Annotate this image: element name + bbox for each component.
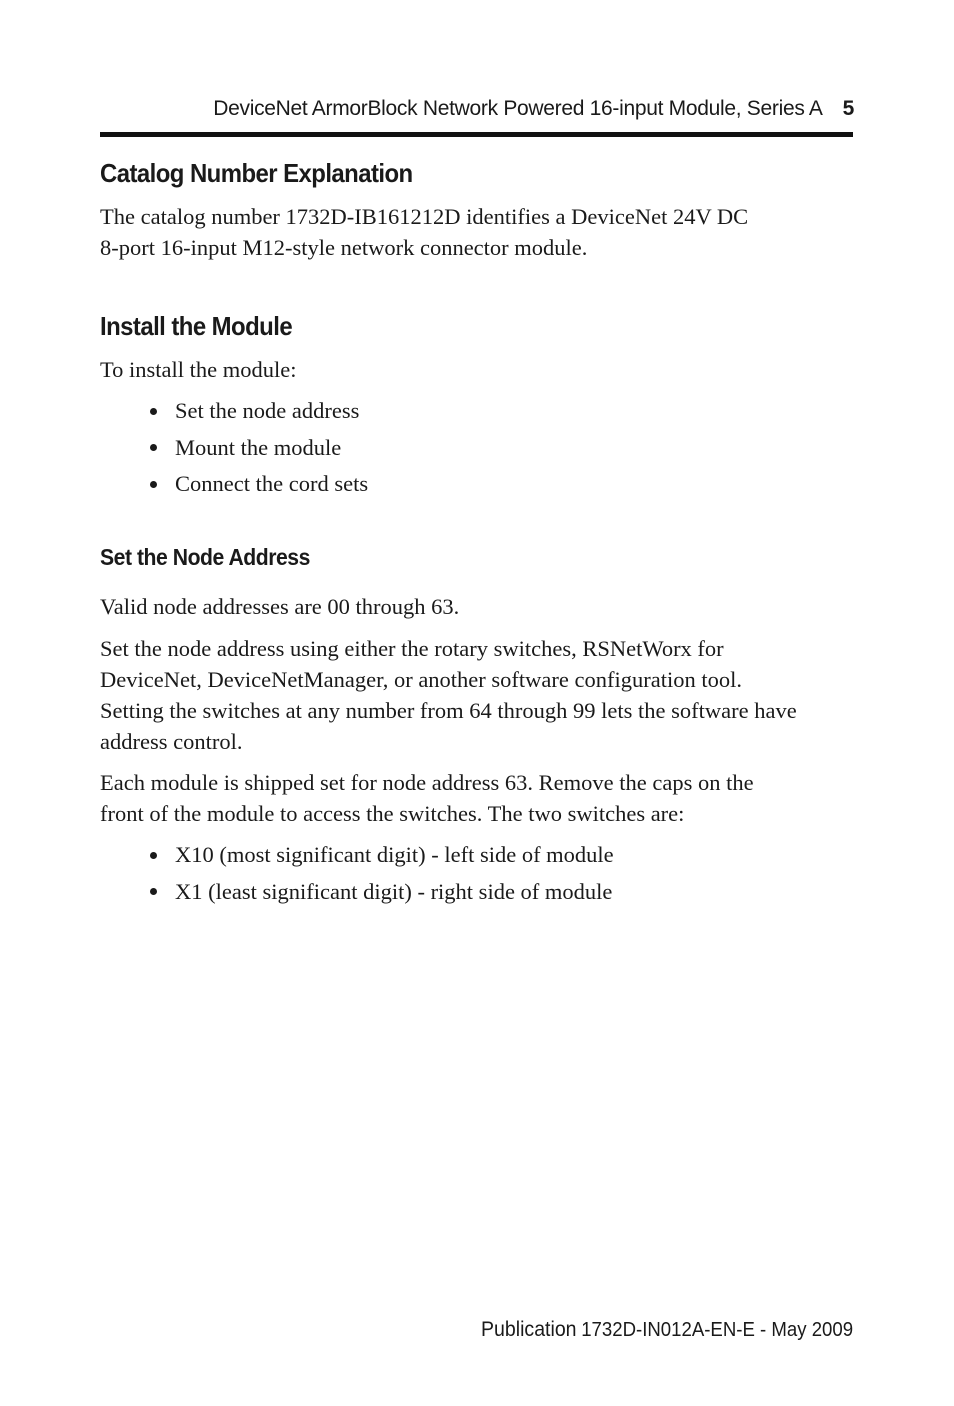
node-address-methods: Set the node address using either the rotary switches, RSNetWorx for DeviceNet, DeviceNetManager, or another software configuration tool. Setting the switches at any number from 64 through 99 lets the software have address control. bbox=[100, 636, 797, 754]
publication-footer bbox=[481, 1318, 853, 1342]
header-rule bbox=[100, 132, 853, 137]
running-title: DeviceNet ArmorBlock Network Powered 16-input Module, Series A bbox=[213, 97, 823, 120]
list-item: Set the node address bbox=[150, 393, 368, 430]
bullet-icon bbox=[150, 481, 157, 488]
bullet-icon bbox=[150, 444, 157, 451]
install-intro: To install the module: bbox=[100, 357, 297, 382]
list-item: Mount the module bbox=[150, 430, 368, 467]
list-item: X10 (most significant digit) - left side of module bbox=[150, 837, 614, 874]
running-header bbox=[100, 92, 854, 126]
catalog-line-1: The catalog number 1732D-IB161212D identifies a DeviceNet 24V DC bbox=[100, 204, 749, 229]
switches-list bbox=[150, 837, 614, 910]
install-steps-list bbox=[150, 393, 368, 503]
catalog-heading: Catalog Number Explanation bbox=[100, 158, 413, 188]
bullet-icon bbox=[150, 888, 157, 895]
bullet-icon bbox=[150, 408, 157, 415]
node-address-heading: Set the Node Address bbox=[100, 544, 310, 570]
page-number: 5 bbox=[842, 97, 854, 120]
publication-number: 1732D-IN012A-EN-E - May 2009 bbox=[581, 1319, 853, 1341]
list-item: X1 (least significant digit) - right side of module bbox=[150, 874, 614, 911]
catalog-line-2: 8-port 16-input M12-style network connector module. bbox=[100, 235, 588, 260]
install-heading: Install the Module bbox=[100, 311, 293, 341]
node-address-shipping: Each module is shipped set for node address 63. Remove the caps on the front of the module to access the switches. The two switches are: bbox=[100, 770, 754, 826]
catalog-paragraph bbox=[100, 201, 860, 263]
list-item: Connect the cord sets bbox=[150, 466, 368, 503]
bullet-icon bbox=[150, 852, 157, 859]
node-address-range: Valid node addresses are 00 through 63. bbox=[100, 594, 460, 619]
footer-label: Publication bbox=[480, 1318, 577, 1341]
